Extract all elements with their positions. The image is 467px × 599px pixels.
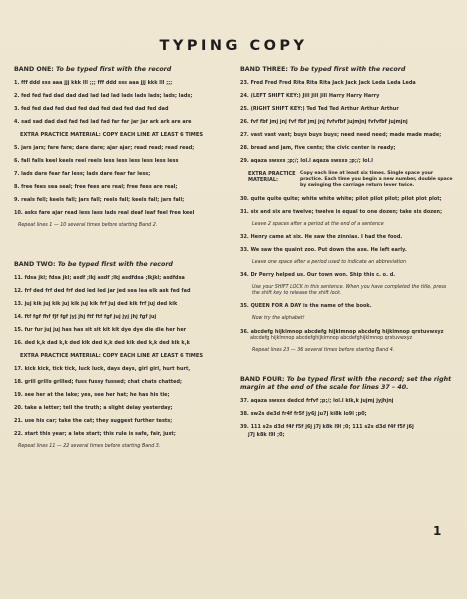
line-32: 32. Henry came at six. He saw the zinnias. I had the food. <box>240 233 403 240</box>
line-25: 25. (RIGHT SHIFT KEY:) Ted Ted Ted Arthur Arthur Arthur <box>240 106 399 112</box>
band-two-repeat-note: Repeat lines 11 — 22 several times before starting Band 3. <box>18 444 161 450</box>
line-16: 16. ded k,k dad k,k ded kik ded k,k ded kik ded k,k ded kik k,k <box>14 340 190 347</box>
band-four-label: BAND FOUR: <box>240 376 285 384</box>
line-12: 12. frf ded frf ded frf ded led led jar jed sea lea elk ask fed fad <box>14 288 191 295</box>
line-11: 11. fdsa jkl; fdsa jkl; asdf ;lkj asdf ;lkj asdfdsa ;lkjkl; asdfdsa <box>14 275 185 282</box>
band-one-extra-heading: EXTRA PRACTICE MATERIAL: COPY EACH LINE AT LEAST 6 TIMES <box>20 132 204 138</box>
line-10: 10. asks fare ajar read less lass lads real deaf leaf feel free keel <box>14 210 195 216</box>
line-29: 29. aqaza swsxs ;p;/; lol.l aqaza swsxs ;p;/; lol.l <box>240 158 373 164</box>
band-two-extra-heading: EXTRA PRACTICE MATERIAL: COPY EACH LINE AT LEAST 6 TIMES <box>20 353 204 360</box>
line-19: 19. see her at the lake; yes, see her hat; he has his tie; <box>14 392 170 399</box>
line-8: 8. free fees sea seal; free fees are real; free fees are real; <box>14 184 178 190</box>
line-37: 37. aqaza swsxs dedcd frfvf ;p;/; lol.l kik,k jujmj jyjhjnj <box>240 398 394 405</box>
note-35: Use your SHIFT LOCK in this sentence. When you have completed the title, press the shift key to release the shift lock. <box>252 285 447 297</box>
line-7: 7. lads dare fear far less; lads dare fear far less; <box>14 171 151 177</box>
line-15: 15. fur fur juj juj has has sit sit kit kit dye dye die die her her <box>14 327 187 334</box>
band-four-heading <box>240 376 454 392</box>
line-39-continued: j7j k8k l9l ;0; <box>248 431 285 438</box>
line-23: 23. Fred Fred Fred Rita Rita Rita Jack Jack Jack Leda Leda Leda <box>240 80 416 86</box>
line-6: 6. fall falls keel keels reel reels less less less less less less <box>14 158 179 164</box>
band-one-repeat-note: Repeat lines 1 — 10 several times before starting Band 2. <box>18 223 158 228</box>
band-three-instruction: To be typed first with the record <box>290 66 406 73</box>
band-three-extra-block <box>248 171 454 190</box>
line-35: 35. QUEEN FOR A DAY is the name of the book. <box>240 303 372 310</box>
line-20: 20. take a letter; tell the truth; a slight delay yesterday; <box>14 405 173 412</box>
line-18: 18. grill grills grilled; fuss fussy fussed; chat chats chatted; <box>14 379 183 386</box>
band-three-extra-text: Copy each line at least six times. Single space your practice. Each time you begin a new number, double space by swinging the carriage return lever twice. <box>300 171 453 189</box>
spacer <box>14 235 226 261</box>
line-24: 24. (LEFT SHIFT KEY:) Jill Jill Jill Harry Harry Harry <box>240 93 380 99</box>
note-36: Now try the alphabet! <box>252 316 305 322</box>
line-28: 28. bread and jam, five cents; the civic center is ready; <box>240 145 396 151</box>
band-two-instruction: To be typed first with the record <box>57 261 173 269</box>
band-three-label: BAND THREE: <box>240 66 288 73</box>
band-three-repeat-note: Repeat lines 23 — 36 several times before starting Band 4. <box>252 348 395 354</box>
band-four-instruction: To be typed first with the record; set the right margin at the end of the scale for lines 37 – 40. <box>240 376 452 392</box>
note-32: Leave 2 spaces after a period at the end of a sentence <box>252 221 384 227</box>
band-three-heading <box>240 66 454 74</box>
line-33: 33. We saw the quaint zoo. Put down the axe. He left early. <box>240 246 407 253</box>
note-34: Leave one space after a period used to indicate an abbreviation <box>252 259 406 265</box>
left-column <box>14 66 226 456</box>
line-17: 17. kick kick, tick tick, luck luck, days days, girl girl, hurt hurt, <box>14 366 191 373</box>
line-31: 31. six and six are twelve; twelve is equal to one dozen; take six dozen; <box>240 208 443 215</box>
line-1: 1. fff ddd sss aaa jjj kkk lll ;;; fff ddd sss aaa jjj kkk lll ;;; <box>14 80 173 86</box>
line-2: 2. fed fed fad dad dad dad lad lad lad lads lads lads; lads; lads; <box>14 93 193 99</box>
line-36: 36. abcdefg hijklmnop abcdefg hijklmnop abcdefg hijklmnop qrstuvwxyz <box>240 328 444 335</box>
line-39: 39. 111 s2s d3d f4f f5f j6j j7j k8k l9l ;0; 111 s2s d3d f4f f5f j6j <box>240 424 414 431</box>
line-27: 27. vast vast vast; buys buys buys; need need need; made made made; <box>240 132 442 138</box>
line-26: 26. fvf fbf jmj jnj fvf fbf jmj jnj fvfvfbf jujmjnj fvfvfbf jujmjnj <box>240 119 408 125</box>
right-column <box>240 66 454 445</box>
line-30: 30. quite quite quite; white white white; pilot pilot pilot; pilot plot plot; <box>240 195 442 202</box>
band-two-label: BAND TWO: <box>14 261 56 269</box>
line-34: 34. Dr Perry helped us. Our town won. Ship this c. o. d. <box>240 272 396 279</box>
line-14: 14. ftf fgf fhf fjf fgf jyj jhj ftf ftf fgf juj jyj jhj fgf juj <box>14 314 157 321</box>
line-3: 3. fed fed dad fed dad fed dad fed dad fed dad fed dad <box>14 106 169 112</box>
page-number: 1 <box>433 524 442 538</box>
line-5: 5. jars jars; fare fare; dare dare; ajar ajar; read read; read read; <box>14 145 195 151</box>
line-38: 38. sw2s de3d fr4f fr5f jy6j ju7j ki8k lo9l ;p0; <box>240 411 367 418</box>
band-two-heading <box>14 261 226 269</box>
line-4: 4. sad sad dad dad fad fad lad fad far far jar jar ark ark are are <box>14 119 192 125</box>
band-one-label: BAND ONE: <box>14 66 54 73</box>
line-22: 22. start this year; a late start; this rule is safe, fair, just; <box>14 431 176 438</box>
band-one-heading <box>14 66 226 74</box>
line-36-continued: abcdefg hijklmnop abcdefghijklmnop abcdefghijklmnop qrstuvwxyz <box>250 336 413 342</box>
band-one-instruction: To be typed first with the record <box>56 66 172 73</box>
line-9: 9. reals fell; keels fall; jars fall; reels fall; keels fall; jars fall; <box>14 197 185 203</box>
band-three-extra-heading: EXTRA PRACTICE MATERIAL: <box>248 171 296 184</box>
spacer <box>240 360 454 376</box>
line-13: 13. juj kik juj kik juj kik juj kik frf juj ded kik frf juj ded kik <box>14 301 178 308</box>
line-21: 21. use his car; take the cat; they suggest further tests; <box>14 418 173 425</box>
page-title: TYPING COPY <box>159 38 308 54</box>
